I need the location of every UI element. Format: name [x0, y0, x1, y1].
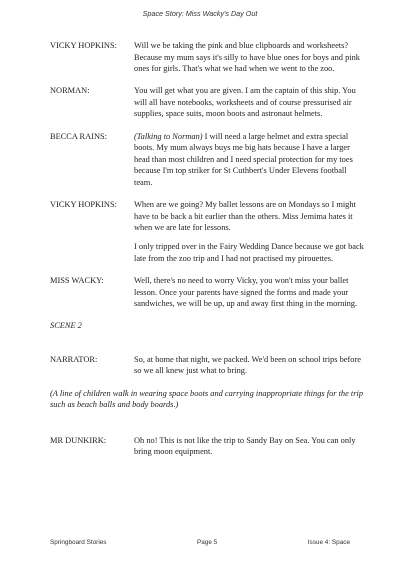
speaker-name: MR DUNKIRK: — [50, 435, 107, 445]
speaker-name: BECCA RAINS: — [50, 131, 108, 141]
dialogue-entry — [50, 275, 366, 310]
footer-issue: Issue 4: Space — [307, 539, 350, 546]
dialogue-line — [134, 131, 366, 189]
dialogue-line: I only tripped over in the Fairy Wedding Dance because we got back late from the zoo trip and I had not practised my pirouettes. — [134, 242, 364, 263]
stage-aside: (Talking to Norman) — [134, 131, 203, 141]
speaker-name: MISS WACKY: — [50, 276, 104, 285]
footer-publication: Springboard Stories — [50, 539, 107, 546]
dialogue-line: When are we going? My ballet lessons are on Mondays so I might have to be back a bit earlier than the others. Miss Jemima hates it when we are late for lessons. — [134, 200, 356, 233]
dialogue-entry — [50, 435, 366, 458]
speaker-name: VICKY HOPKINS: — [50, 41, 117, 50]
dialogue-entry — [50, 40, 366, 75]
dialogue-line: Well, there's no need to worry Vicky, you won't miss your ballet lesson. Once your parents have signed the forms and made your sandwiches, we will be up, up and away first thing in the morning. — [134, 276, 358, 309]
page-number: Page 5 — [196, 539, 218, 546]
dialogue-entry — [50, 354, 366, 377]
speaker-name: NARRATOR: — [50, 354, 98, 364]
dialogue-text: I will need a large helmet and extra special boots. My mum always buys me big hats because I have a larger head than most children and I need special protection for my toes because I'm top striker for St Cuthbert's Under Elevens football team. — [134, 131, 353, 187]
script-body — [50, 40, 366, 468]
dialogue-line: You will get what you are given. I am the captain of this ship. You will all have notebooks, worksheets and of course pressurised air supplies, space suits, moon boots and astronaut helmets. — [134, 86, 356, 119]
dialogue-line: Oh no! This is not like the trip to Sandy Bay on Sea. You can only bring moon equipment. — [134, 435, 356, 457]
dialogue-entry — [50, 131, 366, 189]
page-footer — [50, 539, 350, 546]
dialogue-entry — [50, 85, 366, 120]
speaker-name: VICKY HOPKINS: — [50, 200, 117, 210]
dialogue-line: Will we be taking the pink and blue clipboards and worksheets? Because my mum says it's silly to have blue ones for boys and pink ones for girls. That's what we had when we went to the zoo. — [134, 41, 360, 74]
scene-heading: SCENE 2 — [50, 321, 82, 331]
running-header: Space Story: Miss Wacky's Day Out — [142, 9, 258, 18]
dialogue-entry — [50, 199, 366, 264]
dialogue-line: So, at home that night, we packed. We'd been on school trips before so we all knew just what to bring. — [134, 354, 361, 376]
stage-direction: (A line of children walk in wearing space boots and carrying inappropriate things for the trip such as beach balls and body boards.) — [50, 388, 364, 410]
speaker-name: NORMAN: — [50, 86, 90, 96]
